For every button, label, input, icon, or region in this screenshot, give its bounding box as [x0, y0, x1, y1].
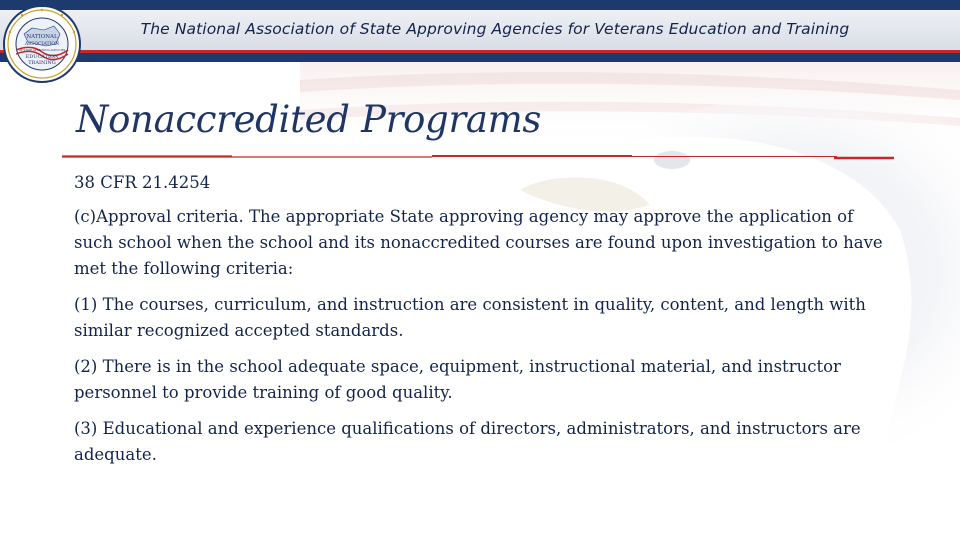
- regulation-body: [74, 170, 894, 478]
- organization-title: The National Association of State Approving Agencies for Veterans Education and Training: [140, 20, 850, 38]
- paragraph-criterion-1: (1) The courses, curriculum, and instruction are consistent in quality, content, and length with similar recognized accepted standards.: [74, 295, 866, 340]
- cfr-citation: 38 CFR 21.4254: [74, 173, 211, 192]
- association-seal-logo: [2, 4, 82, 84]
- page-title: Nonaccredited Programs: [76, 98, 542, 141]
- header-navy-strip: [0, 0, 960, 10]
- title-underline-rule: [62, 152, 894, 160]
- logo-line-3: OF STATE APPROVING AGENCIES: [18, 49, 66, 52]
- logo-line-4: EDUCATION: [25, 54, 59, 60]
- logo-line-2: ASSOCIATION: [24, 42, 60, 47]
- paragraph-criterion-2: (2) There is in the school adequate space, equipment, instructional material, and instructor personnel to provide training of good quality.: [74, 357, 841, 402]
- logo-line-1: NATIONAL: [26, 34, 58, 40]
- paragraph-approval-criteria: (c)Approval criteria. The appropriate State approving agency may approve the application of such school when the school and its nonaccredited courses are found upon investigation to have met the following criteria:: [74, 207, 883, 278]
- header-band: [0, 0, 960, 62]
- paragraph-criterion-3: (3) Educational and experience qualifications of directors, administrators, and instructors are adequate.: [74, 419, 861, 464]
- header-blue-stripe: [0, 53, 960, 62]
- logo-line-5: TRAINING: [28, 60, 56, 66]
